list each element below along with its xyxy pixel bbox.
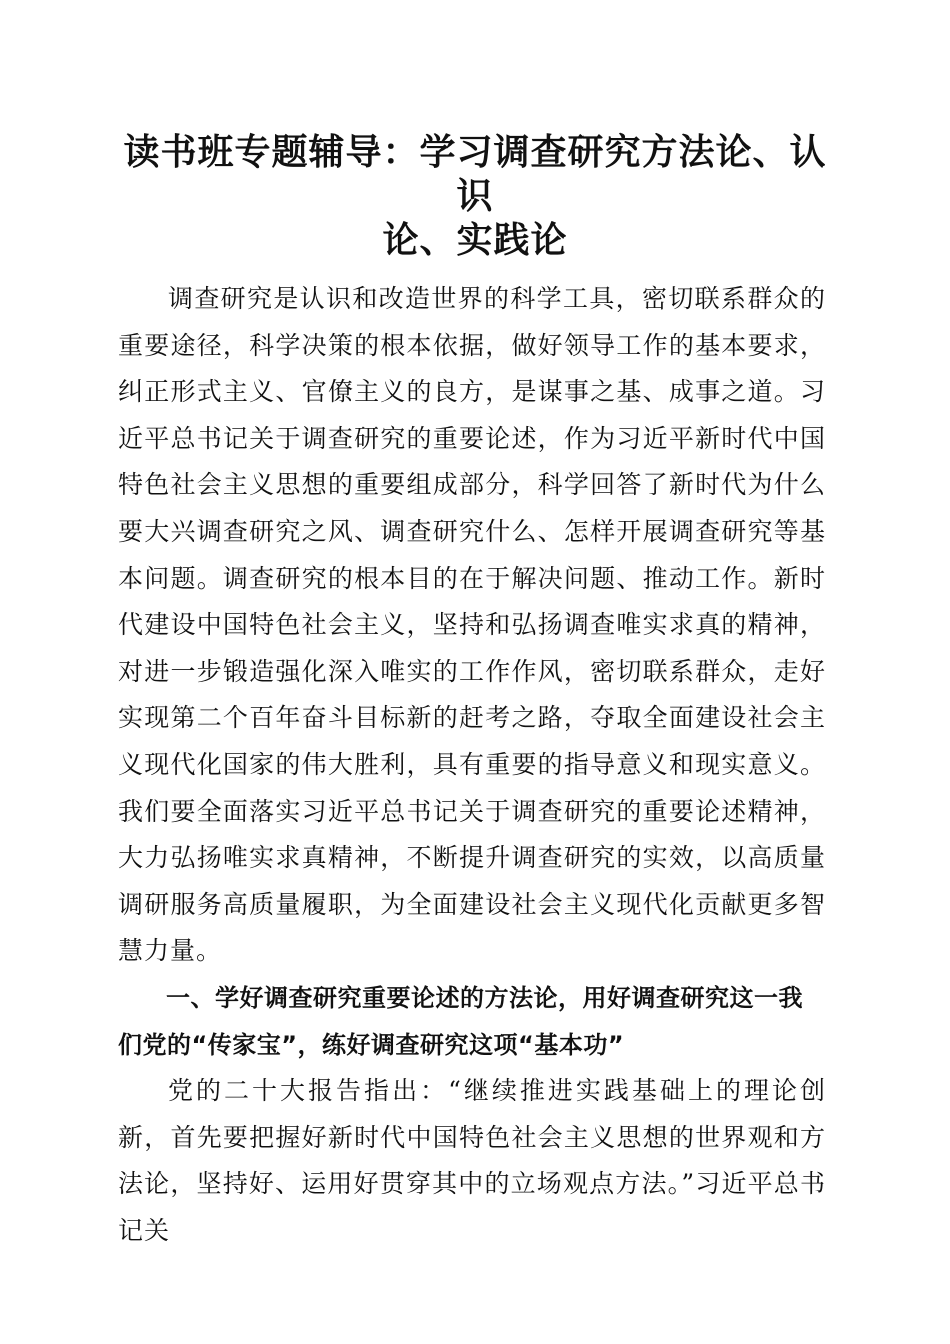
intro-paragraph: 调查研究是认识和改造世界的科学工具，密切联系群众的重要途径，科学决策的根本依据，做好领导工作的基本要求，纠正形式主义、官僚主义的良方，是谋事之基、成事之道。习近平总书记关于调查研究的重要论述，作为习近平新时代中国特色社会主义思想的重要组成部分，科学回答了新时代为什么要大兴调查研究之风、调查研究什么、怎样开展调查研究等基本问题。调查研究的根本目的在于解决问题、推动工作。新时代建设中国特色社会主义，坚持和弘扬调查唯实求真的精神，对进一步锻造强化深入唯实的工作作风，密切联系群众，走好实现第二个百年奋斗目标新的赶考之路，夺取全面建设社会主义现代化国家的伟大胜利，具有重要的指导意义和现实意义。我们要全面落实习近平总书记关于调查研究的重要论述精神，大力弘扬唯实求真精神，不断提升调查研究的实效，以高质量调研服务高质量履职，为全面建设社会主义现代化贡献更多智慧力量。 [118, 284, 826, 966]
document-title [110, 130, 840, 262]
section-heading-1: 一、学好调查研究重要论述的方法论，用好调查研究这一我们党的“传家宝”，练好调查研究这项“基本功” [118, 983, 803, 1059]
title-line-1: 读书班专题辅导：学习调查研究方法论、认识 [123, 131, 827, 217]
document-body [118, 276, 826, 1254]
section-1-paragraph: 党的二十大报告指出：“继续推进实践基础上的理论创新，首先要把握好新时代中国特色社会主义思想的世界观和方法论，坚持好、运用好贯穿其中的立场观点方法。”习近平总书记关 [118, 1076, 826, 1245]
title-line-2: 论、实践论 [382, 219, 568, 261]
